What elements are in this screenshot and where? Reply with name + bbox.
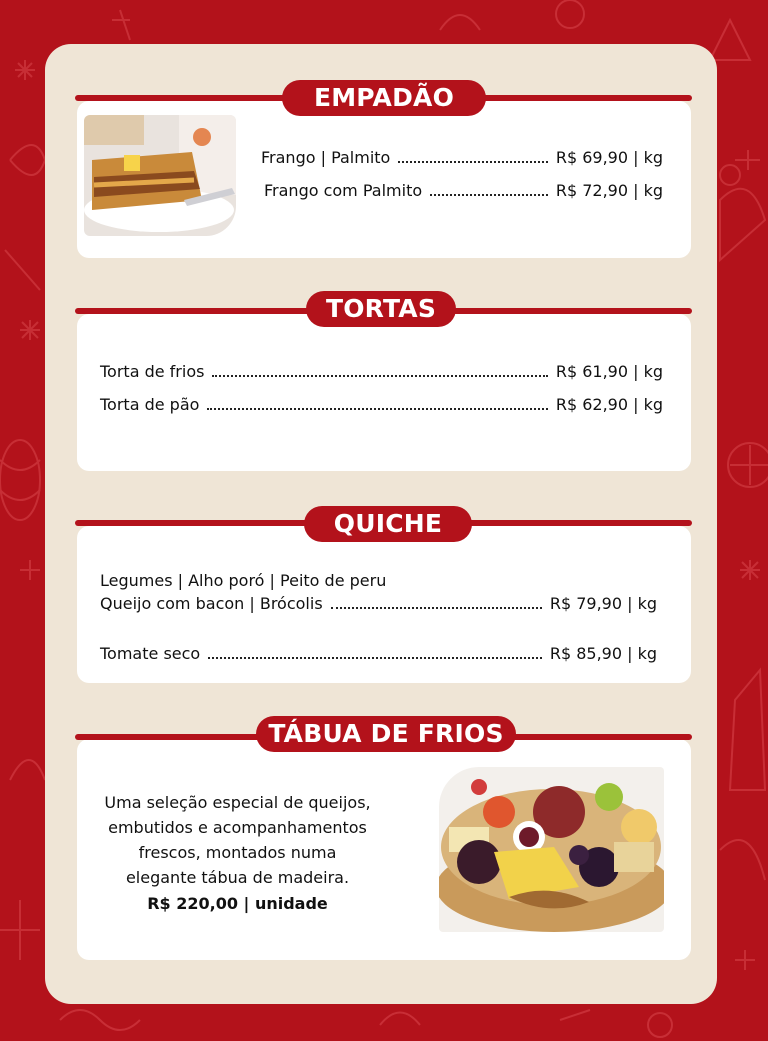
tabua-photo xyxy=(439,767,664,932)
item-price: R$ 79,90 | kg xyxy=(549,594,657,613)
leader-dots xyxy=(430,194,548,196)
item-price: R$ 85,90 | kg xyxy=(549,644,657,663)
empadao-item-1 xyxy=(261,148,663,167)
empadao-photo xyxy=(84,115,236,236)
item-name: Legumes | Alho poró | Peito de peru xyxy=(100,571,387,590)
item-name: Tomate seco xyxy=(100,644,201,663)
tortas-item-1 xyxy=(100,362,663,381)
item-name: Frango com Palmito xyxy=(264,181,423,200)
empadao-item-2 xyxy=(264,181,663,200)
empadao-title: EMPADÃO xyxy=(282,80,486,116)
leader-dots xyxy=(207,408,547,410)
description-line: elegante tábua de madeira. xyxy=(125,868,350,887)
description-line: embutidos e acompanhamentos xyxy=(108,818,367,837)
leader-dots xyxy=(398,161,547,163)
leader-dots xyxy=(331,607,542,609)
description-line: Uma seleção especial de queijos, xyxy=(104,793,371,812)
description-line: frescos, montados numa xyxy=(138,843,337,862)
tabua-price: R$ 220,00 | unidade xyxy=(147,894,328,913)
item-price: R$ 61,90 | kg xyxy=(555,362,663,381)
tabua-description xyxy=(95,790,380,890)
leader-dots xyxy=(212,375,547,377)
tortas-item-2 xyxy=(100,395,663,414)
quiche-item-1 xyxy=(100,594,657,613)
tabua-title: TÁBUA DE FRIOS xyxy=(256,716,516,752)
item-price: R$ 62,90 | kg xyxy=(555,395,663,414)
item-name: Frango | Palmito xyxy=(261,148,391,167)
leader-dots xyxy=(208,657,542,659)
quiche-item-2 xyxy=(100,644,657,663)
item-name: Torta de pão xyxy=(100,395,200,414)
item-price: R$ 72,90 | kg xyxy=(555,181,663,200)
quiche-title: QUICHE xyxy=(304,506,472,542)
item-name: Torta de frios xyxy=(100,362,205,381)
tortas-title: TORTAS xyxy=(306,291,456,327)
tortas-card xyxy=(77,314,691,471)
item-name: Queijo com bacon | Brócolis xyxy=(100,594,323,613)
quiche-item-1-line1 xyxy=(100,571,500,590)
item-price: R$ 69,90 | kg xyxy=(555,148,663,167)
